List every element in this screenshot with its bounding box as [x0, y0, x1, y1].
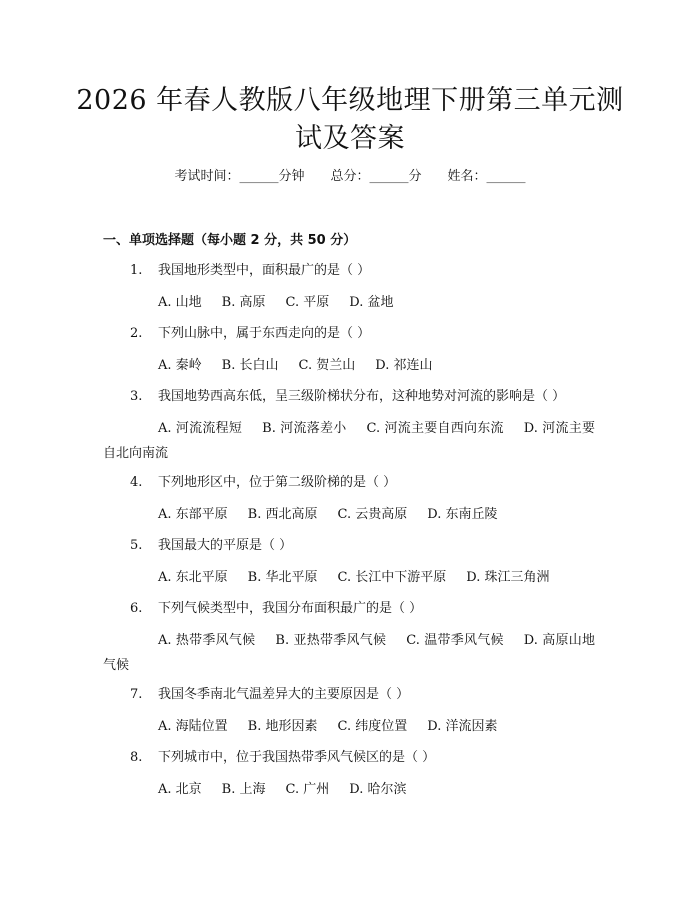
question-text: 下列气候类型中，我国分布面积最广的是（ ） — [158, 601, 423, 616]
option-d: D. 东南丘陵 — [427, 507, 498, 522]
option-c: C. 平原 — [285, 295, 330, 310]
question-number: 5. — [130, 538, 143, 553]
question-5 — [130, 537, 610, 555]
title-line-1: 2026 年春人教版八年级地理下册第三单元测 — [76, 85, 624, 116]
option-d: D. 高原山地气候 — [103, 633, 595, 673]
question-8 — [130, 749, 610, 767]
question-number: 4. — [130, 475, 143, 490]
option-d: D. 珠江三角洲 — [466, 570, 550, 585]
question-2 — [130, 325, 610, 343]
option-a: A. 东北平原 — [158, 570, 228, 585]
option-d: D. 祁连山 — [375, 358, 433, 373]
question-5-options — [158, 569, 608, 587]
question-4-options — [158, 506, 608, 524]
option-a: A. 热带季风气候 — [158, 633, 256, 648]
question-8-options — [158, 781, 608, 799]
option-c: C. 长江中下游平原 — [337, 570, 447, 585]
question-1-options — [158, 294, 608, 312]
option-a: A. 山地 — [158, 295, 202, 310]
question-3 — [130, 388, 610, 406]
option-a: A. 海陆位置 — [158, 719, 228, 734]
question-text: 我国冬季南北气温差异大的主要原因是（ ） — [158, 687, 410, 702]
title-line-2: 试及答案 — [295, 123, 405, 154]
page-title — [60, 82, 640, 158]
exam-time-label: 考试时间：______分钟 — [174, 169, 305, 184]
question-1 — [130, 262, 610, 280]
option-a: A. 东部平原 — [158, 507, 228, 522]
option-b: B. 华北平原 — [247, 570, 318, 585]
question-text: 下列地形区中，位于第二级阶梯的是（ ） — [158, 475, 397, 490]
option-b: B. 亚热带季风气候 — [275, 633, 387, 648]
question-number: 6. — [130, 601, 143, 616]
question-text: 我国地形类型中，面积最广的是（ ） — [158, 263, 371, 278]
option-d: D. 盆地 — [349, 295, 394, 310]
option-c: C. 贺兰山 — [298, 358, 356, 373]
option-c: C. 云贵高原 — [337, 507, 408, 522]
question-text: 下列山脉中，属于东西走向的是（ ） — [158, 326, 371, 341]
option-d: D. 洋流因素 — [427, 719, 498, 734]
option-b: B. 长白山 — [221, 358, 279, 373]
option-a: A. 秦岭 — [158, 358, 202, 373]
question-number: 1. — [130, 263, 143, 278]
option-a: A. 北京 — [158, 782, 202, 797]
question-3-options — [103, 416, 595, 466]
question-7-options — [158, 718, 608, 736]
question-text: 下列城市中，位于我国热带季风气候区的是（ ） — [158, 750, 436, 765]
question-4 — [130, 474, 610, 492]
question-text: 我国地势西高东低，呈三级阶梯状分布，这种地势对河流的影响是（ ） — [158, 389, 566, 404]
question-number: 2. — [130, 326, 143, 341]
question-text: 我国最大的平原是（ ） — [158, 538, 293, 553]
question-number: 3. — [130, 389, 143, 404]
option-b: B. 地形因素 — [247, 719, 318, 734]
question-6 — [130, 600, 610, 618]
name-label: 姓名：______ — [447, 169, 526, 184]
total-score-label: 总分：______分 — [330, 169, 422, 184]
question-number: 7. — [130, 687, 143, 702]
option-c: C. 纬度位置 — [337, 719, 408, 734]
option-c: C. 广州 — [285, 782, 330, 797]
question-7 — [130, 686, 610, 704]
option-b: B. 上海 — [221, 782, 266, 797]
option-b: B. 西北高原 — [247, 507, 318, 522]
option-d: D. 河流主要自北向南流 — [103, 421, 595, 461]
option-c: C. 河流主要自西向东流 — [366, 421, 504, 436]
section-title: 一、单项选择题（每小题 2 分，共 50 分） — [103, 233, 357, 248]
option-b: B. 高原 — [221, 295, 266, 310]
question-6-options — [103, 628, 595, 678]
option-d: D. 哈尔滨 — [349, 782, 407, 797]
exam-meta — [0, 168, 700, 186]
option-a: A. 河流流程短 — [158, 421, 243, 436]
option-b: B. 河流落差小 — [262, 421, 347, 436]
question-number: 8. — [130, 750, 143, 765]
question-2-options — [158, 357, 608, 375]
option-c: C. 温带季风气候 — [406, 633, 504, 648]
